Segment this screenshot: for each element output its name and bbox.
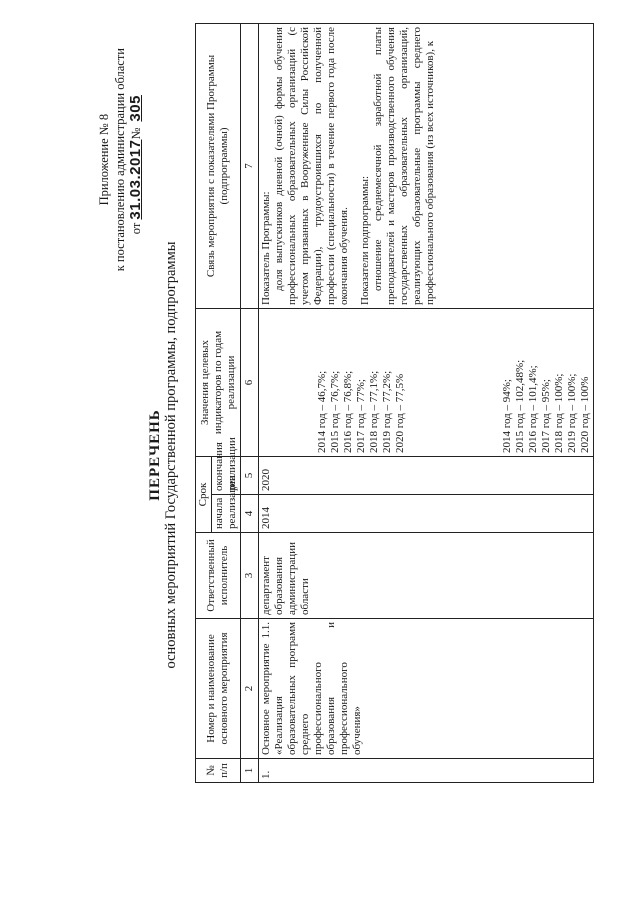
link-text-program: доля выпускников дневной (очной) формы обучения профессиональных образовательных организаций (с учетом призванных в Вооруженные Силы Российской Федерации), трудоустроившихся по полученной профессии (специальности) в течение первого года после окончания обучения. <box>273 27 350 305</box>
header-values: Значения целевых индикаторов по годам реализации <box>196 309 241 457</box>
link-title-program: Показатель Программы: <box>260 191 272 305</box>
column-number: 3 <box>241 533 259 619</box>
header-term: Срок <box>196 457 212 533</box>
column-number: 5 <box>241 457 259 495</box>
values-line: 2020 год – 77,5% <box>394 373 406 453</box>
values-line: 2020 год – 100% <box>579 376 591 453</box>
link-text-subprogram: отношение среднемесячной заработной платы преподавателей и мастеров производственного обучения государственных образовательных организаций, реализующих образовательные программы среднего профессионального образования (из всех источников), к <box>372 27 436 305</box>
header-link: Связь мероприятия с показателями Программы (подпрограммы) <box>196 24 241 309</box>
appendix-date-prefix: от <box>129 222 143 235</box>
column-numbers-row <box>241 24 259 783</box>
appendix-line-1: Приложение № 8 <box>97 113 111 206</box>
measures-table <box>195 23 594 783</box>
column-number: 6 <box>241 309 259 457</box>
values-line: 2015 год – 76,7%; <box>329 370 341 453</box>
row-num: 1. <box>259 759 594 783</box>
values-line: 2017 год – 95%; <box>540 379 552 453</box>
column-number: 4 <box>241 495 259 533</box>
appendix-number: 305 <box>127 95 144 122</box>
appendix-line-2: к постановлению администрации области <box>113 48 127 272</box>
row-end: 2020 <box>259 457 594 495</box>
document-title: ПЕРЕЧЕНЬ <box>147 409 163 501</box>
column-number: 2 <box>241 619 259 759</box>
document-subtitle: основных мероприятий Государственной программы, подпрограммы <box>163 241 179 669</box>
header-name: Номер и наименование основного мероприятия <box>196 619 241 759</box>
table-row <box>259 24 594 783</box>
values-line: 2014 год – 46,7%; <box>316 370 328 453</box>
values-line: 2019 год – 77,2%; <box>381 370 393 453</box>
appendix-block <box>96 48 144 271</box>
row-values <box>259 309 594 457</box>
appendix-number-prefix: № <box>129 127 143 140</box>
column-number: 1 <box>241 759 259 783</box>
appendix-line-3 <box>128 48 144 271</box>
header-num: № п/п <box>196 759 241 783</box>
values-line: 2014 год – 94%; <box>501 379 513 453</box>
header-end: окончания реализации <box>212 457 241 495</box>
header-responsible: Ответственный исполнитель <box>196 533 241 619</box>
row-responsible: департамент образования администрации области <box>259 533 594 619</box>
column-number: 7 <box>241 24 259 309</box>
values-line: 2018 год – 77,1%; <box>368 370 380 453</box>
header-start: начала реализации <box>212 495 241 533</box>
appendix-date: 31.03.2017 <box>127 139 144 220</box>
values-line: 2016 год – 76,8%; <box>342 370 354 453</box>
values-line: 2016 год – 101,4%; <box>527 365 539 453</box>
row-start: 2014 <box>259 495 594 533</box>
values-line: 2018 год – 100%; <box>553 373 565 453</box>
values-line: 2019 год – 100%; <box>566 373 578 453</box>
link-title-subprogram: Показатели подпрограммы: <box>359 175 371 305</box>
row-link <box>259 24 594 309</box>
row-name: Основное мероприятие 1.1. «Реализация образовательных программ среднего профессионального образования и профессионального обучения» <box>259 619 594 759</box>
values-line: 2017 год – 77%; <box>355 379 367 453</box>
table-header-row <box>196 24 212 783</box>
values-line: 2015 год – 102,48%; <box>514 359 526 453</box>
